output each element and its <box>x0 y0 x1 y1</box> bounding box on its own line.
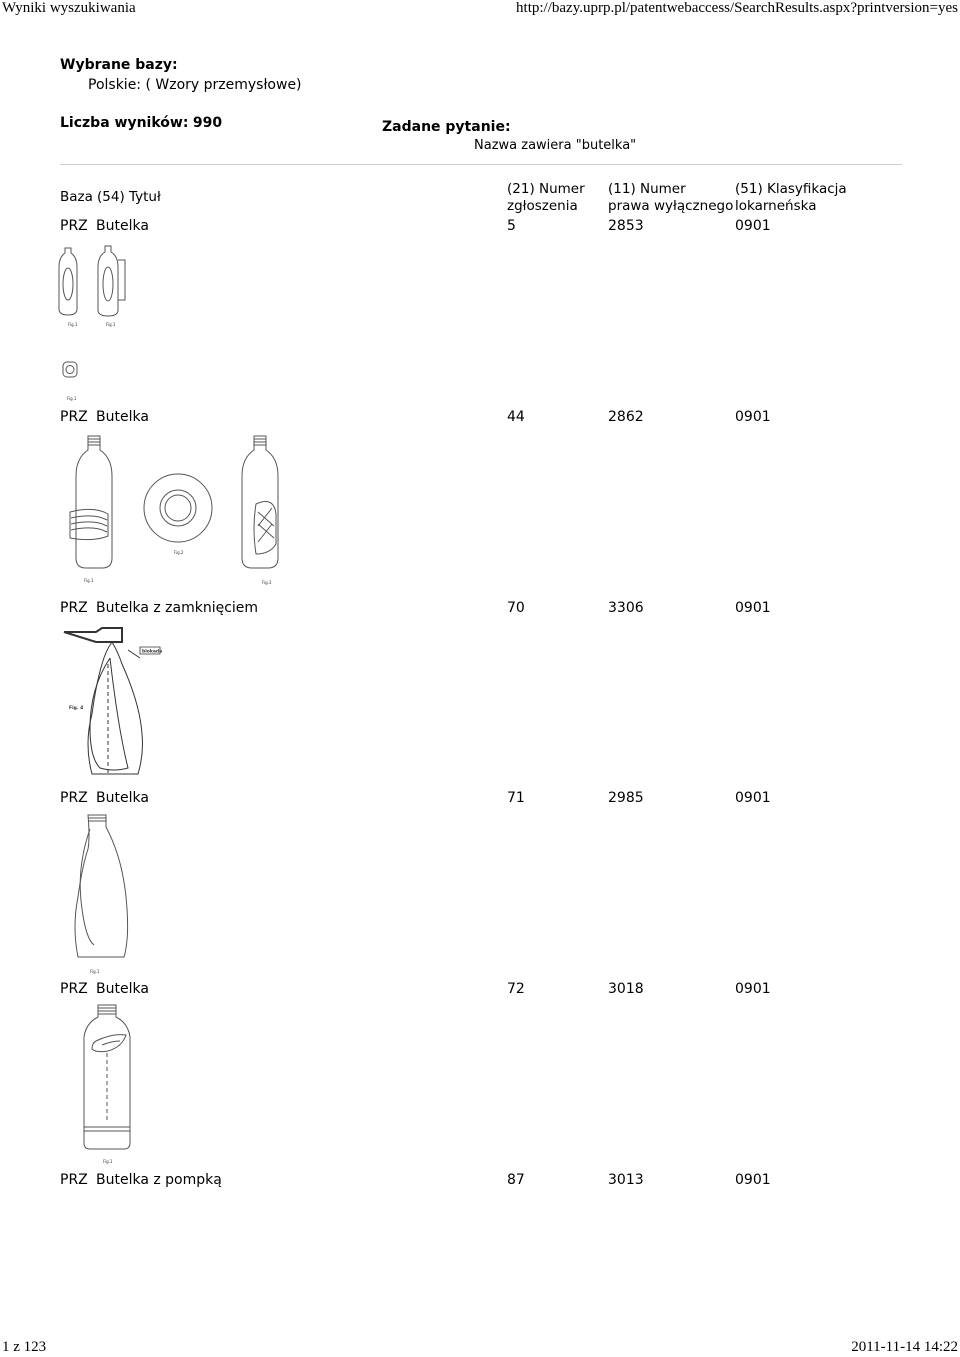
print-footer <box>0 1339 960 1357</box>
print-page-title: Wyniki wyszukiwania <box>2 0 136 16</box>
row-classification: 0901 <box>735 1172 771 1188</box>
databases-value: Polskie: ( Wzory przemysłowe) <box>88 77 302 93</box>
row-right-number[interactable]: 2853 <box>608 218 644 234</box>
header-app-number-line1: (21) Numer <box>507 181 585 197</box>
row-classification: 0901 <box>735 790 771 806</box>
databases-label: Wybrane bazy: <box>60 57 178 73</box>
query-value: Nazwa zawiera "butelka" <box>474 138 637 153</box>
row-title[interactable]: Butelka z zamknięciem <box>96 600 259 616</box>
row-app-number: 71 <box>507 790 525 806</box>
row-classification: 0901 <box>735 600 771 616</box>
row-app-number: 44 <box>507 409 525 425</box>
results-count-value: 990 <box>192 115 223 131</box>
row-base: PRZ <box>60 790 88 806</box>
design-drawing-5[interactable] <box>78 1003 148 1168</box>
header-classification <box>735 181 847 215</box>
row-title[interactable]: Butelka <box>96 981 149 997</box>
row-base: PRZ <box>60 409 88 425</box>
row-right-number[interactable]: 3306 <box>608 600 644 616</box>
drawing-3-label-fig: Fig. 4 <box>69 706 84 711</box>
row-classification: 0901 <box>735 409 771 425</box>
header-base: Baza <box>60 189 93 205</box>
row-right-number[interactable]: 3018 <box>608 981 644 997</box>
row-app-number: 72 <box>507 981 525 997</box>
header-app-number-line2: zgłoszenia <box>507 198 578 214</box>
header-right-number-line2: prawa wyłącznego <box>608 198 734 214</box>
header-divider <box>60 164 902 165</box>
row-right-number[interactable]: 2862 <box>608 409 644 425</box>
header-app-number <box>507 181 585 215</box>
row-classification: 0901 <box>735 218 771 234</box>
drawing-1-label-a: Fig.1 <box>68 322 78 327</box>
row-base: PRZ <box>60 981 88 997</box>
header-title: (54) Tytuł <box>97 189 161 205</box>
drawing-2-label-b: Fig.2 <box>174 550 184 555</box>
row-right-number[interactable]: 3013 <box>608 1172 644 1188</box>
drawing-3-label-blokada: blokada <box>142 649 163 655</box>
design-drawing-2[interactable] <box>58 432 288 592</box>
print-page-url: http://bazy.uprp.pl/patentwebaccess/SearchResults.aspx?printversion=yes <box>516 0 958 16</box>
drawing-1-label-c: Fig.1 <box>67 396 77 401</box>
drawing-4-label: Fig.1 <box>90 969 100 974</box>
results-count-label: Liczba wyników: <box>60 115 189 131</box>
page-indicator: 1 z 123 <box>2 1339 47 1355</box>
row-title[interactable]: Butelka <box>96 409 149 425</box>
header-classification-line2: lokarneńska <box>735 198 817 214</box>
row-right-number[interactable]: 2985 <box>608 790 644 806</box>
query-label: Zadane pytanie: <box>382 119 511 135</box>
row-app-number: 5 <box>507 218 516 234</box>
row-app-number: 87 <box>507 1172 525 1188</box>
design-drawing-4[interactable] <box>60 813 140 978</box>
results-count <box>60 115 222 131</box>
row-base: PRZ <box>60 600 88 616</box>
row-title[interactable]: Butelka z pompką <box>96 1172 222 1188</box>
header-right-number <box>608 181 733 215</box>
row-base: PRZ <box>60 1172 88 1188</box>
row-base: PRZ <box>60 218 88 234</box>
drawing-2-label-c: Fig.3 <box>262 580 272 585</box>
row-title[interactable]: Butelka <box>96 218 149 234</box>
design-drawing-3[interactable] <box>60 624 180 786</box>
print-datetime: 2011-11-14 14:22 <box>851 1339 958 1355</box>
row-classification: 0901 <box>735 981 771 997</box>
header-classification-line1: (51) Klasyfikacja <box>735 181 847 197</box>
design-drawing-1[interactable] <box>54 240 144 405</box>
drawing-1-label-b: Fig.1 <box>106 322 116 327</box>
print-header <box>0 0 960 20</box>
row-title[interactable]: Butelka <box>96 790 149 806</box>
row-app-number: 70 <box>507 600 525 616</box>
drawing-2-label-a: Fig.1 <box>84 578 94 583</box>
header-right-number-line1: (11) Numer <box>608 181 686 197</box>
drawing-5-label: Fig.1 <box>103 1159 113 1164</box>
